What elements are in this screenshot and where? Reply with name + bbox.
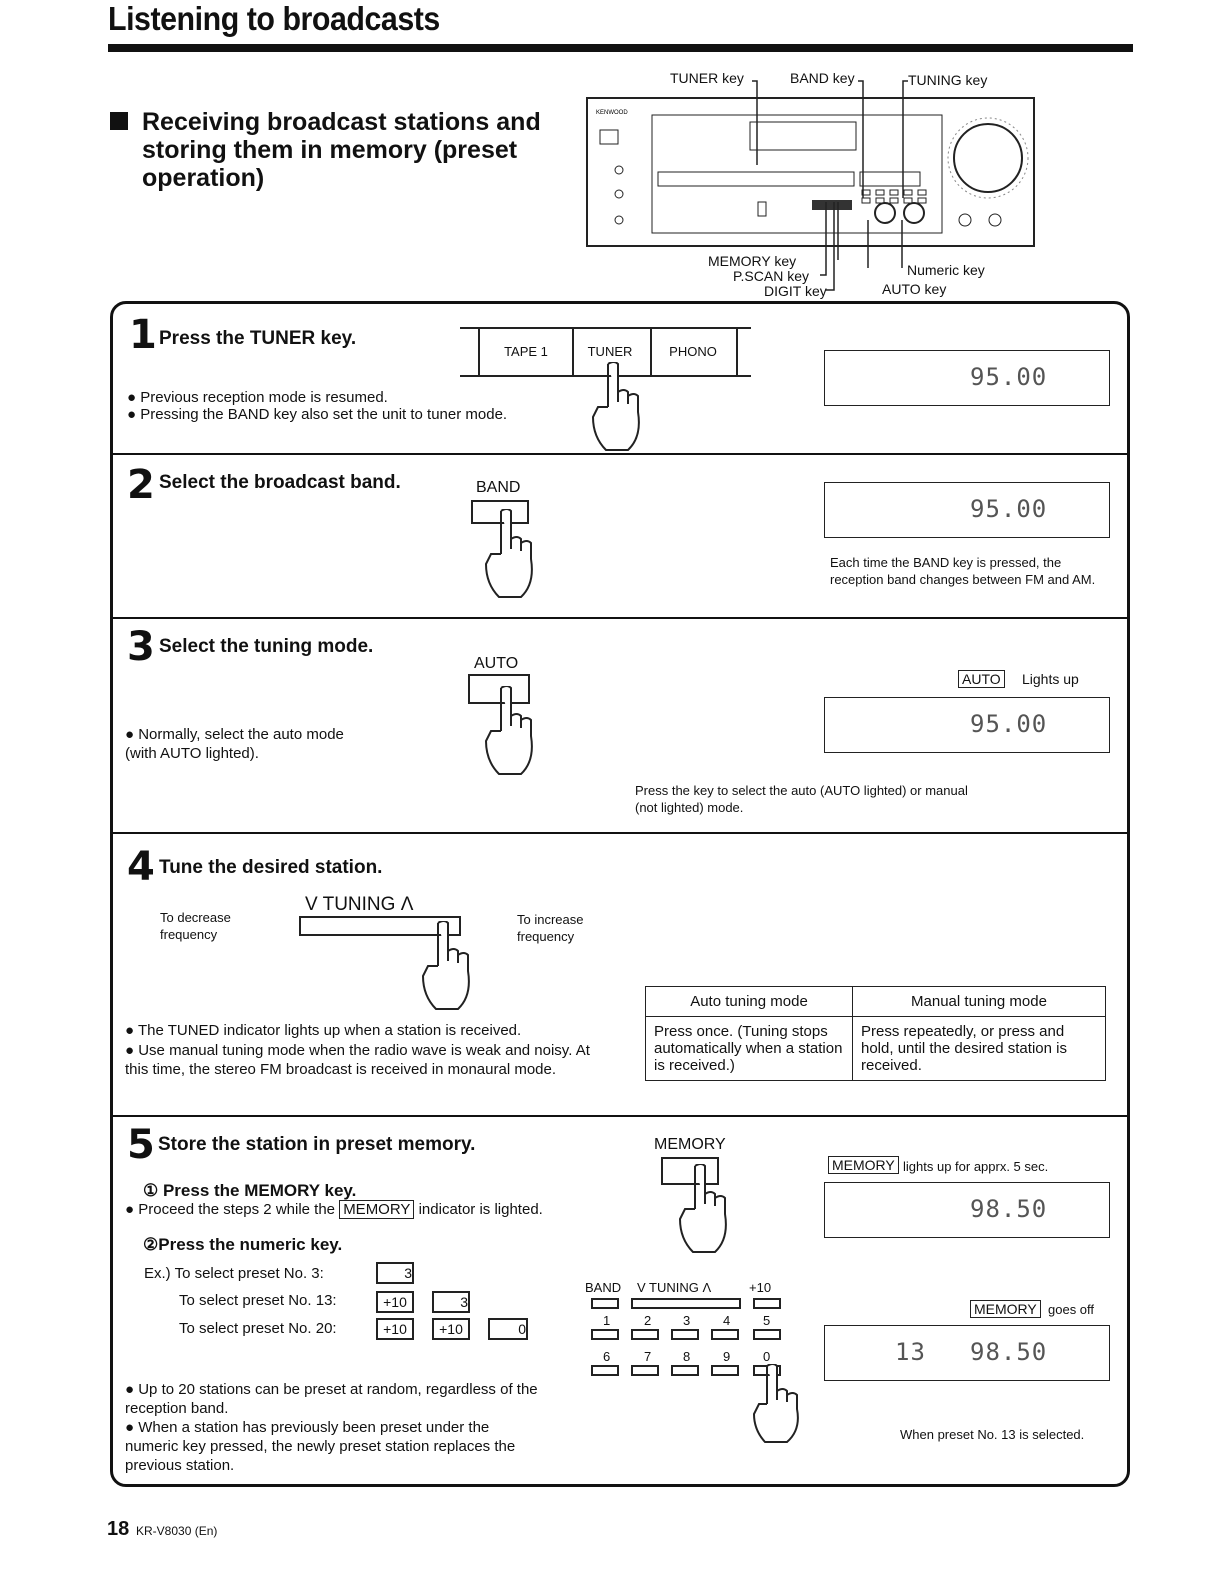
keypad-key-6[interactable] — [591, 1365, 619, 1376]
frequency-readout: 95.00 — [970, 710, 1048, 738]
keypad-label-plus10: +10 — [749, 1280, 772, 1295]
pointing-hand-icon — [751, 1364, 811, 1444]
keypad-number: 2 — [644, 1313, 652, 1328]
memory-indicator-label: MEMORY — [828, 1156, 899, 1174]
step-title: Tune the desired station. — [159, 857, 383, 878]
section-heading — [110, 108, 541, 192]
table-header: Auto tuning mode — [646, 987, 853, 1017]
memory-off-note: goes off — [1048, 1302, 1095, 1317]
brand-logo: KENWOOD — [596, 110, 628, 116]
keypad-key-9[interactable] — [711, 1365, 739, 1376]
step-caption: Press the key to select the auto (AUTO lighted) or manual (not lighted) mode. — [635, 783, 968, 815]
numeric-key-callout: Numeric key — [907, 262, 985, 278]
table-cell: Press repeatedly, or press and hold, until the desired station is received. — [853, 1017, 1106, 1081]
digit-key-callout: DIGIT key — [764, 283, 827, 299]
section-heading-line: operation) — [142, 164, 265, 192]
tuning-mode-table — [645, 986, 1106, 1081]
keypad-number: 0 — [763, 1349, 771, 1364]
note-text: ● Proceed the steps 2 while the — [125, 1201, 336, 1218]
keypad-key-5[interactable] — [753, 1329, 781, 1340]
numeric-key-plus10[interactable]: +10 — [376, 1318, 414, 1340]
band-key-callout: BAND key — [790, 70, 855, 86]
model-code: KR-V8030 (En) — [136, 1524, 218, 1538]
keypad-key-2[interactable] — [631, 1329, 659, 1340]
note-text: indicator is lighted. — [418, 1201, 543, 1218]
display-panel — [824, 350, 1110, 406]
numeric-key-plus10[interactable]: +10 — [432, 1318, 470, 1340]
indicator-note: Lights up — [1022, 671, 1079, 687]
example-line: To select preset No. 13: — [179, 1292, 337, 1309]
pointing-hand-icon — [675, 1164, 735, 1254]
numeric-key-0[interactable]: 0 — [488, 1318, 528, 1340]
memory-indicator — [970, 1301, 1041, 1317]
key-label: BAND — [476, 479, 521, 496]
frequency-readout: 98.50 — [970, 1338, 1048, 1366]
step-note: ● Pressing the BAND key also set the unit to tuner mode. — [127, 406, 508, 423]
step-title: Store the station in preset memory. — [158, 1134, 476, 1155]
steps-panel — [110, 301, 1130, 1487]
keypad-tuning-key[interactable] — [631, 1298, 741, 1309]
step-number: 3 — [127, 624, 155, 670]
step-divider — [113, 1115, 1127, 1117]
keypad-number: 1 — [603, 1313, 611, 1328]
keypad-band-key[interactable] — [591, 1298, 619, 1309]
keypad-label-band: BAND — [585, 1280, 622, 1295]
keypad-key-8[interactable] — [671, 1365, 699, 1376]
pointing-hand-icon — [418, 921, 478, 1011]
page-title: Listening to broadcasts — [108, 0, 440, 37]
auto-key-callout: AUTO key — [882, 281, 947, 297]
key-label: V TUNING Λ — [305, 894, 414, 915]
tuning-decrease-note: To decrease frequency — [160, 910, 231, 942]
memory-indicator-label: MEMORY — [970, 1300, 1041, 1318]
step-number: 4 — [127, 844, 155, 890]
tuning-increase-note: To increase frequency — [517, 912, 584, 944]
keypad-key-7[interactable] — [631, 1365, 659, 1376]
table-cell: Press once. (Tuning stops automatically when a station is received.) — [646, 1017, 853, 1081]
step-number: 2 — [127, 462, 155, 508]
pointing-hand-icon — [481, 686, 541, 776]
step-number: 1 — [129, 312, 157, 358]
step-note: ● Normally, select the auto mode (with AUTO lighted). — [125, 726, 344, 762]
frequency-readout: 98.50 — [970, 1195, 1048, 1223]
pscan-key-callout: P.SCAN key — [733, 268, 809, 284]
memory-indicator-label: MEMORY — [339, 1200, 414, 1219]
frequency-readout: 95.00 — [970, 495, 1048, 523]
tuner-key-callout: TUNER key — [670, 70, 744, 86]
key-label: MEMORY — [654, 1136, 726, 1153]
key-label: AUTO — [474, 655, 519, 672]
keypad-number: 4 — [723, 1313, 731, 1328]
step-divider — [113, 453, 1127, 455]
step-note: ● Up to 20 stations can be preset at random, regardless of the reception band. — [125, 1381, 538, 1417]
section-heading-line: Receiving broadcast stations and — [142, 108, 541, 136]
keypad-key-4[interactable] — [711, 1329, 739, 1340]
keypad-number: 9 — [723, 1349, 731, 1364]
preset-readout: 13 — [895, 1338, 926, 1366]
display-panel — [824, 482, 1110, 538]
step-divider — [113, 832, 1127, 834]
selector-tuner[interactable]: TUNER — [570, 329, 652, 375]
substep-title: ① Press the MEMORY key. — [143, 1181, 357, 1200]
keypad-key-1[interactable] — [591, 1329, 619, 1340]
example-line: Ex.) To select preset No. 3: — [144, 1265, 324, 1282]
memory-key-callout: MEMORY key — [708, 253, 797, 269]
step-divider — [113, 617, 1127, 619]
step-caption: Each time the BAND key is pressed, the reception band changes between FM and AM. — [830, 555, 1096, 587]
auto-indicator — [958, 671, 1005, 687]
keypad-key-3[interactable] — [671, 1329, 699, 1340]
selector-tape1: TAPE 1 — [478, 329, 574, 375]
page-number: 18 — [107, 1518, 130, 1540]
step-note: ● When a station has previously been preset under the numeric key pressed, the newly preset station replaces the previous station. — [125, 1419, 516, 1474]
step-caption: When preset No. 13 is selected. — [900, 1427, 1085, 1442]
numeric-key-plus10[interactable]: +10 — [376, 1291, 414, 1313]
step-title: Select the broadcast band. — [159, 472, 401, 493]
keypad-number: 8 — [683, 1349, 691, 1364]
numeric-key-3[interactable]: 3 — [432, 1291, 470, 1313]
keypad-plus10-key[interactable] — [753, 1298, 781, 1309]
step-note — [125, 1200, 543, 1219]
numeric-key-3[interactable]: 3 — [376, 1262, 414, 1284]
table-header: Manual tuning mode — [853, 987, 1106, 1017]
section-heading-line: storing them in memory (preset — [142, 136, 518, 164]
pointing-hand-icon — [588, 362, 648, 452]
bullet-square-icon — [110, 112, 128, 130]
keypad-number: 3 — [683, 1313, 691, 1328]
keypad-number: 7 — [644, 1349, 652, 1364]
memory-indicator — [828, 1157, 899, 1173]
example-line: To select preset No. 20: — [179, 1320, 337, 1337]
step-title: Select the tuning mode. — [159, 636, 374, 657]
display-panel — [824, 1182, 1110, 1238]
step-note: ● Use manual tuning mode when the radio wave is weak and noisy. At this time, the stereo FM broadcast is received in monaural mode. — [125, 1042, 590, 1078]
step-note: ● Previous reception mode is resumed. — [127, 389, 388, 406]
tuning-key-callout: TUNING key — [908, 72, 988, 88]
display-panel — [824, 697, 1110, 753]
step-title: Press the TUNER key. — [159, 328, 357, 349]
display-panel — [824, 1325, 1110, 1381]
frequency-readout: 95.00 — [970, 363, 1048, 391]
step-note: ● The TUNED indicator lights up when a station is received. — [125, 1022, 522, 1039]
memory-lights-note: lights up for apprx. 5 sec. — [903, 1159, 1049, 1174]
keypad-label-tuning: V TUNING Λ — [637, 1280, 712, 1295]
auto-indicator-label: AUTO — [958, 670, 1005, 688]
substep-title: ②Press the numeric key. — [143, 1235, 343, 1254]
keypad-number: 5 — [763, 1313, 771, 1328]
keypad-number: 6 — [603, 1349, 611, 1364]
title-rule — [108, 44, 1133, 52]
selector-phono: PHONO — [650, 329, 738, 375]
step-number: 5 — [127, 1122, 155, 1168]
pointing-hand-icon — [481, 509, 541, 599]
